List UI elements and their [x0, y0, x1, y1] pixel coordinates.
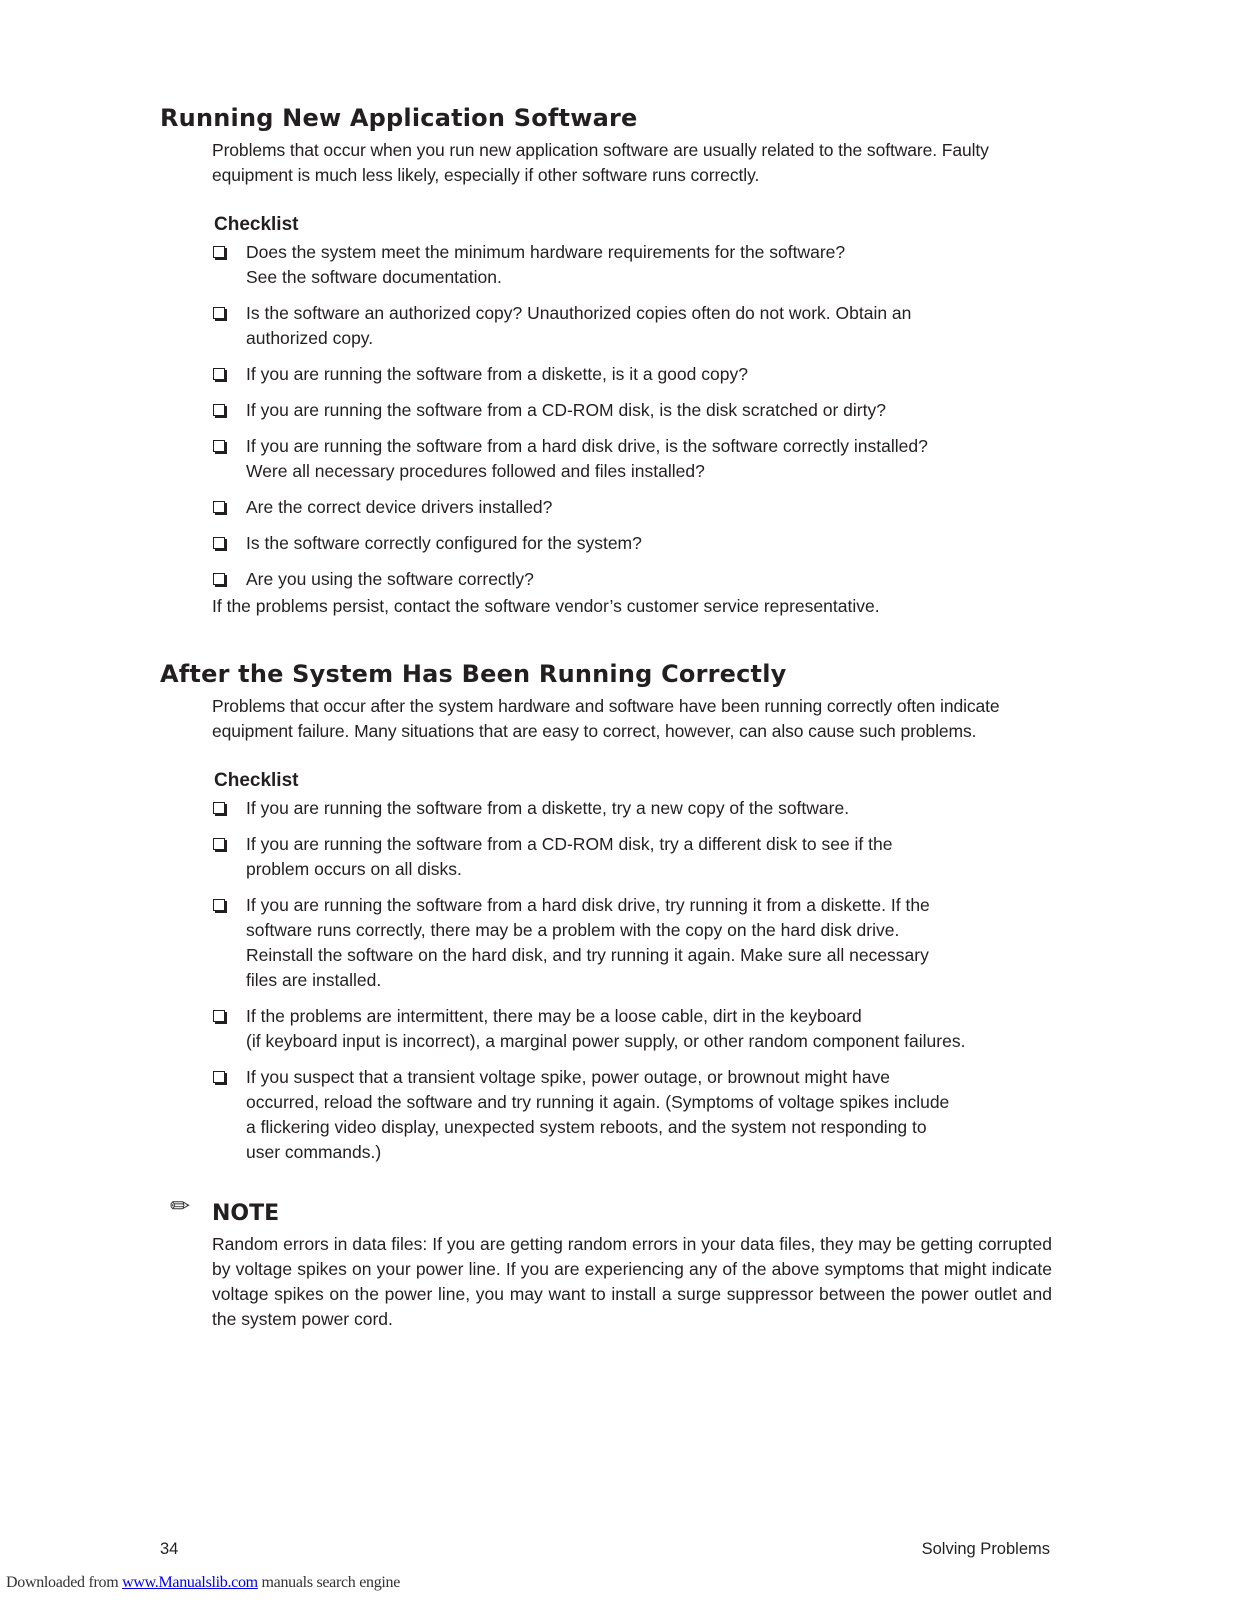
checkbox-icon [213, 1010, 225, 1022]
section-intro [212, 138, 1052, 188]
checklist-item-text: authorized copy. [246, 328, 374, 348]
intro-line: Problems that occur when you run new application software are usually related to the software. Faulty [212, 140, 989, 160]
checklist-item-text: If you suspect that a transient voltage spike, power outage, or brownout might have [246, 1067, 890, 1087]
checklist-item-text: (if keyboard input is incorrect), a marginal power supply, or other random component failures. [246, 1031, 966, 1051]
checklist-item-text: See the software documentation. [246, 267, 502, 287]
checklist-item-text: Is the software correctly configured for the system? [246, 533, 642, 553]
download-prefix: Downloaded from [6, 1574, 123, 1591]
checklist-item-text: user commands.) [246, 1142, 382, 1162]
checklist-item-text: Reinstall the software on the hard disk, and try running it again. Make sure all necessary [246, 945, 929, 965]
checklist-item-text: occurred, reload the software and try running it again. (Symptoms of voltage spikes include [246, 1092, 950, 1112]
download-suffix: manuals search engine [257, 1574, 401, 1591]
checklist-item [212, 495, 1062, 520]
checklist-item [212, 567, 1062, 592]
checklist-item [212, 832, 1062, 882]
checklist-item-text: If you are running the software from a CD-ROM disk, try a different disk to see if the [246, 834, 893, 854]
section-title-new-application-software: Running New Application Software [160, 104, 638, 132]
intro-line: Problems that occur after the system hardware and software have been running correctly often indicate [212, 696, 1000, 716]
checkbox-icon [213, 899, 225, 911]
pencil-icon: ✏ [170, 1193, 191, 1220]
checklist-item-text: Is the software an authorized copy? Unauthorized copies often do not work. Obtain an [246, 303, 912, 323]
checklist-item-text: If you are running the software from a hard disk drive, is the software correctly installed? [246, 436, 928, 456]
checkbox-icon [213, 440, 225, 452]
checkbox-icon [213, 246, 225, 258]
checkbox-icon [213, 573, 225, 585]
checklist-item [212, 434, 1062, 484]
checklist-item [212, 398, 1062, 423]
checklist-item-text: Are the correct device drivers installed? [246, 497, 553, 517]
checklist-item-text: Are you using the software correctly? [246, 569, 534, 589]
download-banner [6, 1574, 400, 1592]
checklist-item-text: Were all necessary procedures followed and files installed? [246, 461, 705, 481]
checklist-item [212, 1065, 1062, 1165]
checkbox-icon [213, 501, 225, 513]
checklist-item-text: a flickering video display, unexpected system reboots, and the system not responding to [246, 1117, 927, 1137]
manualslib-link[interactable]: www.Manualslib.com [122, 1574, 258, 1591]
checklist-item-text: Does the system meet the minimum hardware requirements for the software? [246, 242, 846, 262]
checklist-heading: Checklist [214, 214, 299, 235]
checklist-item-text: software runs correctly, there may be a problem with the copy on the hard disk drive. [246, 920, 900, 940]
note-body: Random errors in data files: If you are getting random errors in your data files, they may be getting corrupted by voltage spikes on your power line. If you are experiencing any of the above symptoms that might indicate voltage spikes on the power line, you may want to install a surge suppressor between the power outlet and the system power cord. [212, 1234, 1052, 1329]
checklist-item [212, 796, 1062, 821]
checkbox-icon [213, 404, 225, 416]
page-number: 34 [160, 1540, 179, 1558]
checklist-item [212, 362, 1062, 387]
checkbox-icon [213, 368, 225, 380]
checklist-item-text: files are installed. [246, 970, 382, 990]
section-title-after-running-correctly: After the System Has Been Running Correctly [160, 660, 787, 688]
intro-line: equipment failure. Many situations that are easy to correct, however, can also cause such problems. [212, 721, 977, 741]
checklist [212, 796, 1062, 1176]
checkbox-icon [213, 1071, 225, 1083]
checklist [212, 240, 1062, 603]
checklist-heading: Checklist [214, 770, 299, 791]
checkbox-icon [213, 307, 225, 319]
checklist-item-text: If the problems are intermittent, there may be a loose cable, dirt in the keyboard [246, 1006, 862, 1026]
checkbox-icon [213, 537, 225, 549]
checklist-item [212, 240, 1062, 290]
checkbox-icon [213, 838, 225, 850]
checklist-item [212, 301, 1062, 351]
checklist-item [212, 531, 1062, 556]
checklist-item [212, 893, 1062, 993]
section-intro [212, 694, 1052, 744]
checklist-item-text: problem occurs on all disks. [246, 859, 462, 879]
checklist-item [212, 1004, 1062, 1054]
checklist-item-text: If you are running the software from a CD-ROM disk, is the disk scratched or dirty? [246, 400, 886, 420]
checklist-item-text: If you are running the software from a hard disk drive, try running it from a diskette. If the [246, 895, 930, 915]
intro-line: equipment is much less likely, especially if other software runs correctly. [212, 165, 760, 185]
note-heading: NOTE [212, 1201, 280, 1226]
closing-text: If the problems persist, contact the software vendor’s customer service representative. [212, 596, 880, 616]
checklist-item-text: If you are running the software from a diskette, try a new copy of the software. [246, 798, 850, 818]
footer-section-name: Solving Problems [921, 1540, 1050, 1558]
checklist-item-text: If you are running the software from a diskette, is it a good copy? [246, 364, 748, 384]
checkbox-icon [213, 802, 225, 814]
